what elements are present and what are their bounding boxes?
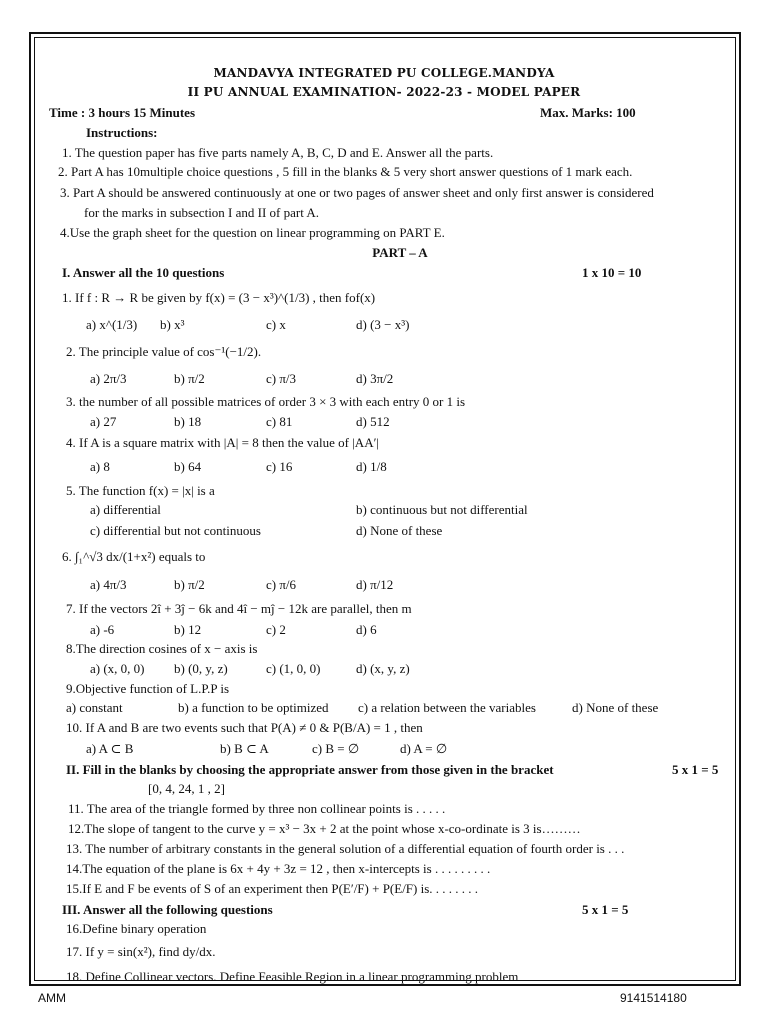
part-a-title: PART – A	[372, 245, 428, 260]
section-3-marks: 5 x 1 = 5	[582, 902, 629, 917]
q2-option-a: a) 2π/3	[90, 371, 127, 386]
q5-option-c: c) differential but not continuous	[90, 523, 261, 538]
q5-option-a: a) differential	[90, 502, 161, 517]
q7-option-c: c) 2	[266, 622, 286, 637]
instruction-3-cont: for the marks in subsection I and II of part A.	[84, 205, 320, 220]
q3-option-c: c) 81	[266, 414, 293, 429]
q9-option-b: b) a function to be optimized	[178, 700, 329, 715]
q10-option-c: c) B = ∅	[312, 741, 360, 756]
question-6: 6. ∫₁^√3 dx/(1+x²) equals to	[62, 549, 206, 564]
q10-option-d: d) A = ∅	[400, 741, 448, 756]
section-3-title: III. Answer all the following questions	[62, 902, 273, 917]
q10-option-a: a) A ⊂ B	[86, 741, 134, 756]
q2-option-b: b) π/2	[174, 371, 205, 386]
q8-option-b: b) (0, y, z)	[174, 661, 228, 676]
instruction-2: 2. Part A has 10multiple choice questions , 5 fill in the blanks & 5 very short answer questions of 1 mark each.	[58, 164, 633, 179]
question-2: 2. The principle value of cos⁻¹(−1/2).	[66, 344, 262, 359]
q3-option-b: b) 18	[174, 414, 202, 429]
q7-option-d: d) 6	[356, 622, 377, 637]
instructions-title: Instructions:	[86, 125, 158, 140]
question-5: 5. The function f(x) = |x| is a	[66, 483, 215, 498]
question-14: 14.The equation of the plane is 6x + 4y + 3z = 12 , then x-intercepts is . . . . . . . . .	[66, 861, 491, 876]
q6-option-c: c) π/6	[266, 577, 297, 592]
q7-option-b: b) 12	[174, 622, 202, 637]
q6-option-d: d) π/12	[356, 577, 394, 592]
question-16: 16.Define binary operation	[66, 921, 207, 936]
section-1-marks: 1 x 10 = 10	[582, 265, 642, 280]
section-1-title: I. Answer all the 10 questions	[62, 265, 225, 280]
q4-option-c: c) 16	[266, 459, 293, 474]
q1-option-d: d) (3 − x³)	[356, 317, 410, 332]
q8-option-d: d) (x, y, z)	[356, 661, 410, 676]
q5-option-b: b) continuous but not differential	[356, 502, 528, 517]
q4-option-b: b) 64	[174, 459, 202, 474]
section-2-marks: 5 x 1 = 5	[672, 762, 719, 777]
question-12: 12.The slope of tangent to the curve y = x³ − 3x + 2 at the point whose x-co-ordinate is 3 is………	[68, 821, 581, 836]
q9-option-a: a) constant	[66, 700, 123, 715]
exam-time: Time : 3 hours 15 Minutes	[49, 105, 196, 120]
question-4: 4. If A is a square matrix with |A| = 8 then the value of |AA′|	[66, 435, 380, 450]
instruction-4: 4.Use the graph sheet for the question on linear programming on PART E.	[60, 225, 445, 240]
question-17: 17. If y = sin(x²), find dy/dx.	[66, 944, 216, 959]
q4-option-a: a) 8	[90, 459, 110, 474]
question-7: 7. If the vectors 2î + 3ĵ − 6k and 4î − mĵ − 12k are parallel, then m	[66, 601, 412, 616]
q3-option-a: a) 27	[90, 414, 117, 429]
question-18: 18. Define Collinear vectors. Define Feasible Region in a linear programming problem	[66, 969, 519, 984]
question-15: 15.If E and F be events of S of an experiment then P(E′/F) + P(E/F) is. . . . . . . .	[66, 881, 479, 896]
q9-option-c: c) a relation between the variables	[358, 700, 536, 715]
q1-option-a: a) x^(1/3)	[86, 317, 138, 332]
q4-option-d: d) 1/8	[356, 459, 387, 474]
question-13: 13. The number of arbitrary constants in the general solution of a differential equation of fourth order is . . .	[66, 841, 625, 856]
q1-option-b: b) x³	[160, 317, 185, 332]
college-name: MANDAVYA INTEGRATED PU COLLEGE.MANDYA	[213, 66, 555, 80]
q8-option-a: a) (x, 0, 0)	[90, 661, 145, 676]
question-8: 8.The direction cosines of x − axis is	[66, 641, 258, 656]
q1-option-c: c) x	[266, 317, 286, 332]
q2-option-d: d) 3π/2	[356, 371, 394, 386]
q8-option-c: c) (1, 0, 0)	[266, 661, 321, 676]
q6-option-b: b) π/2	[174, 577, 205, 592]
instruction-3: 3. Part A should be answered continuously at one or two pages of answer sheet and only first answer is considered	[60, 185, 654, 200]
q3-option-d: d) 512	[356, 414, 390, 429]
question-11: 11. The area of the triangle formed by three non collinear points is . . . . .	[68, 801, 446, 816]
q7-option-a: a) -6	[90, 622, 115, 637]
fill-options: [0, 4, 24, 1 , 2]	[148, 781, 225, 796]
q10-option-b: b) B ⊂ A	[220, 741, 269, 756]
instruction-1: 1. The question paper has five parts namely A, B, C, D and E. Answer all the parts.	[62, 145, 494, 160]
q5-option-d: d) None of these	[356, 523, 443, 538]
footer-phone: 9141514180	[620, 991, 687, 1005]
max-marks: Max. Marks: 100	[540, 105, 636, 120]
question-1: 1. If f : R → R be given by f(x) = (3 − x³)^(1/3) , then fof(x)	[62, 290, 376, 305]
q2-option-c: c) π/3	[266, 371, 297, 386]
footer-initials: AMM	[38, 991, 66, 1005]
q9-option-d: d) None of these	[572, 700, 659, 715]
q6-option-a: a) 4π/3	[90, 577, 127, 592]
section-2-title: II. Fill in the blanks by choosing the appropriate answer from those given in the bracket	[66, 762, 554, 777]
question-9: 9.Objective function of L.P.P is	[66, 681, 230, 696]
exam-title: II PU ANNUAL EXAMINATION- 2022-23 - MODEL PAPER	[187, 85, 581, 99]
question-10: 10. If A and B are two events such that P(A) ≠ 0 & P(B/A) = 1 , then	[66, 720, 423, 735]
question-3: 3. the number of all possible matrices of order 3 × 3 with each entry 0 or 1 is	[66, 394, 466, 409]
